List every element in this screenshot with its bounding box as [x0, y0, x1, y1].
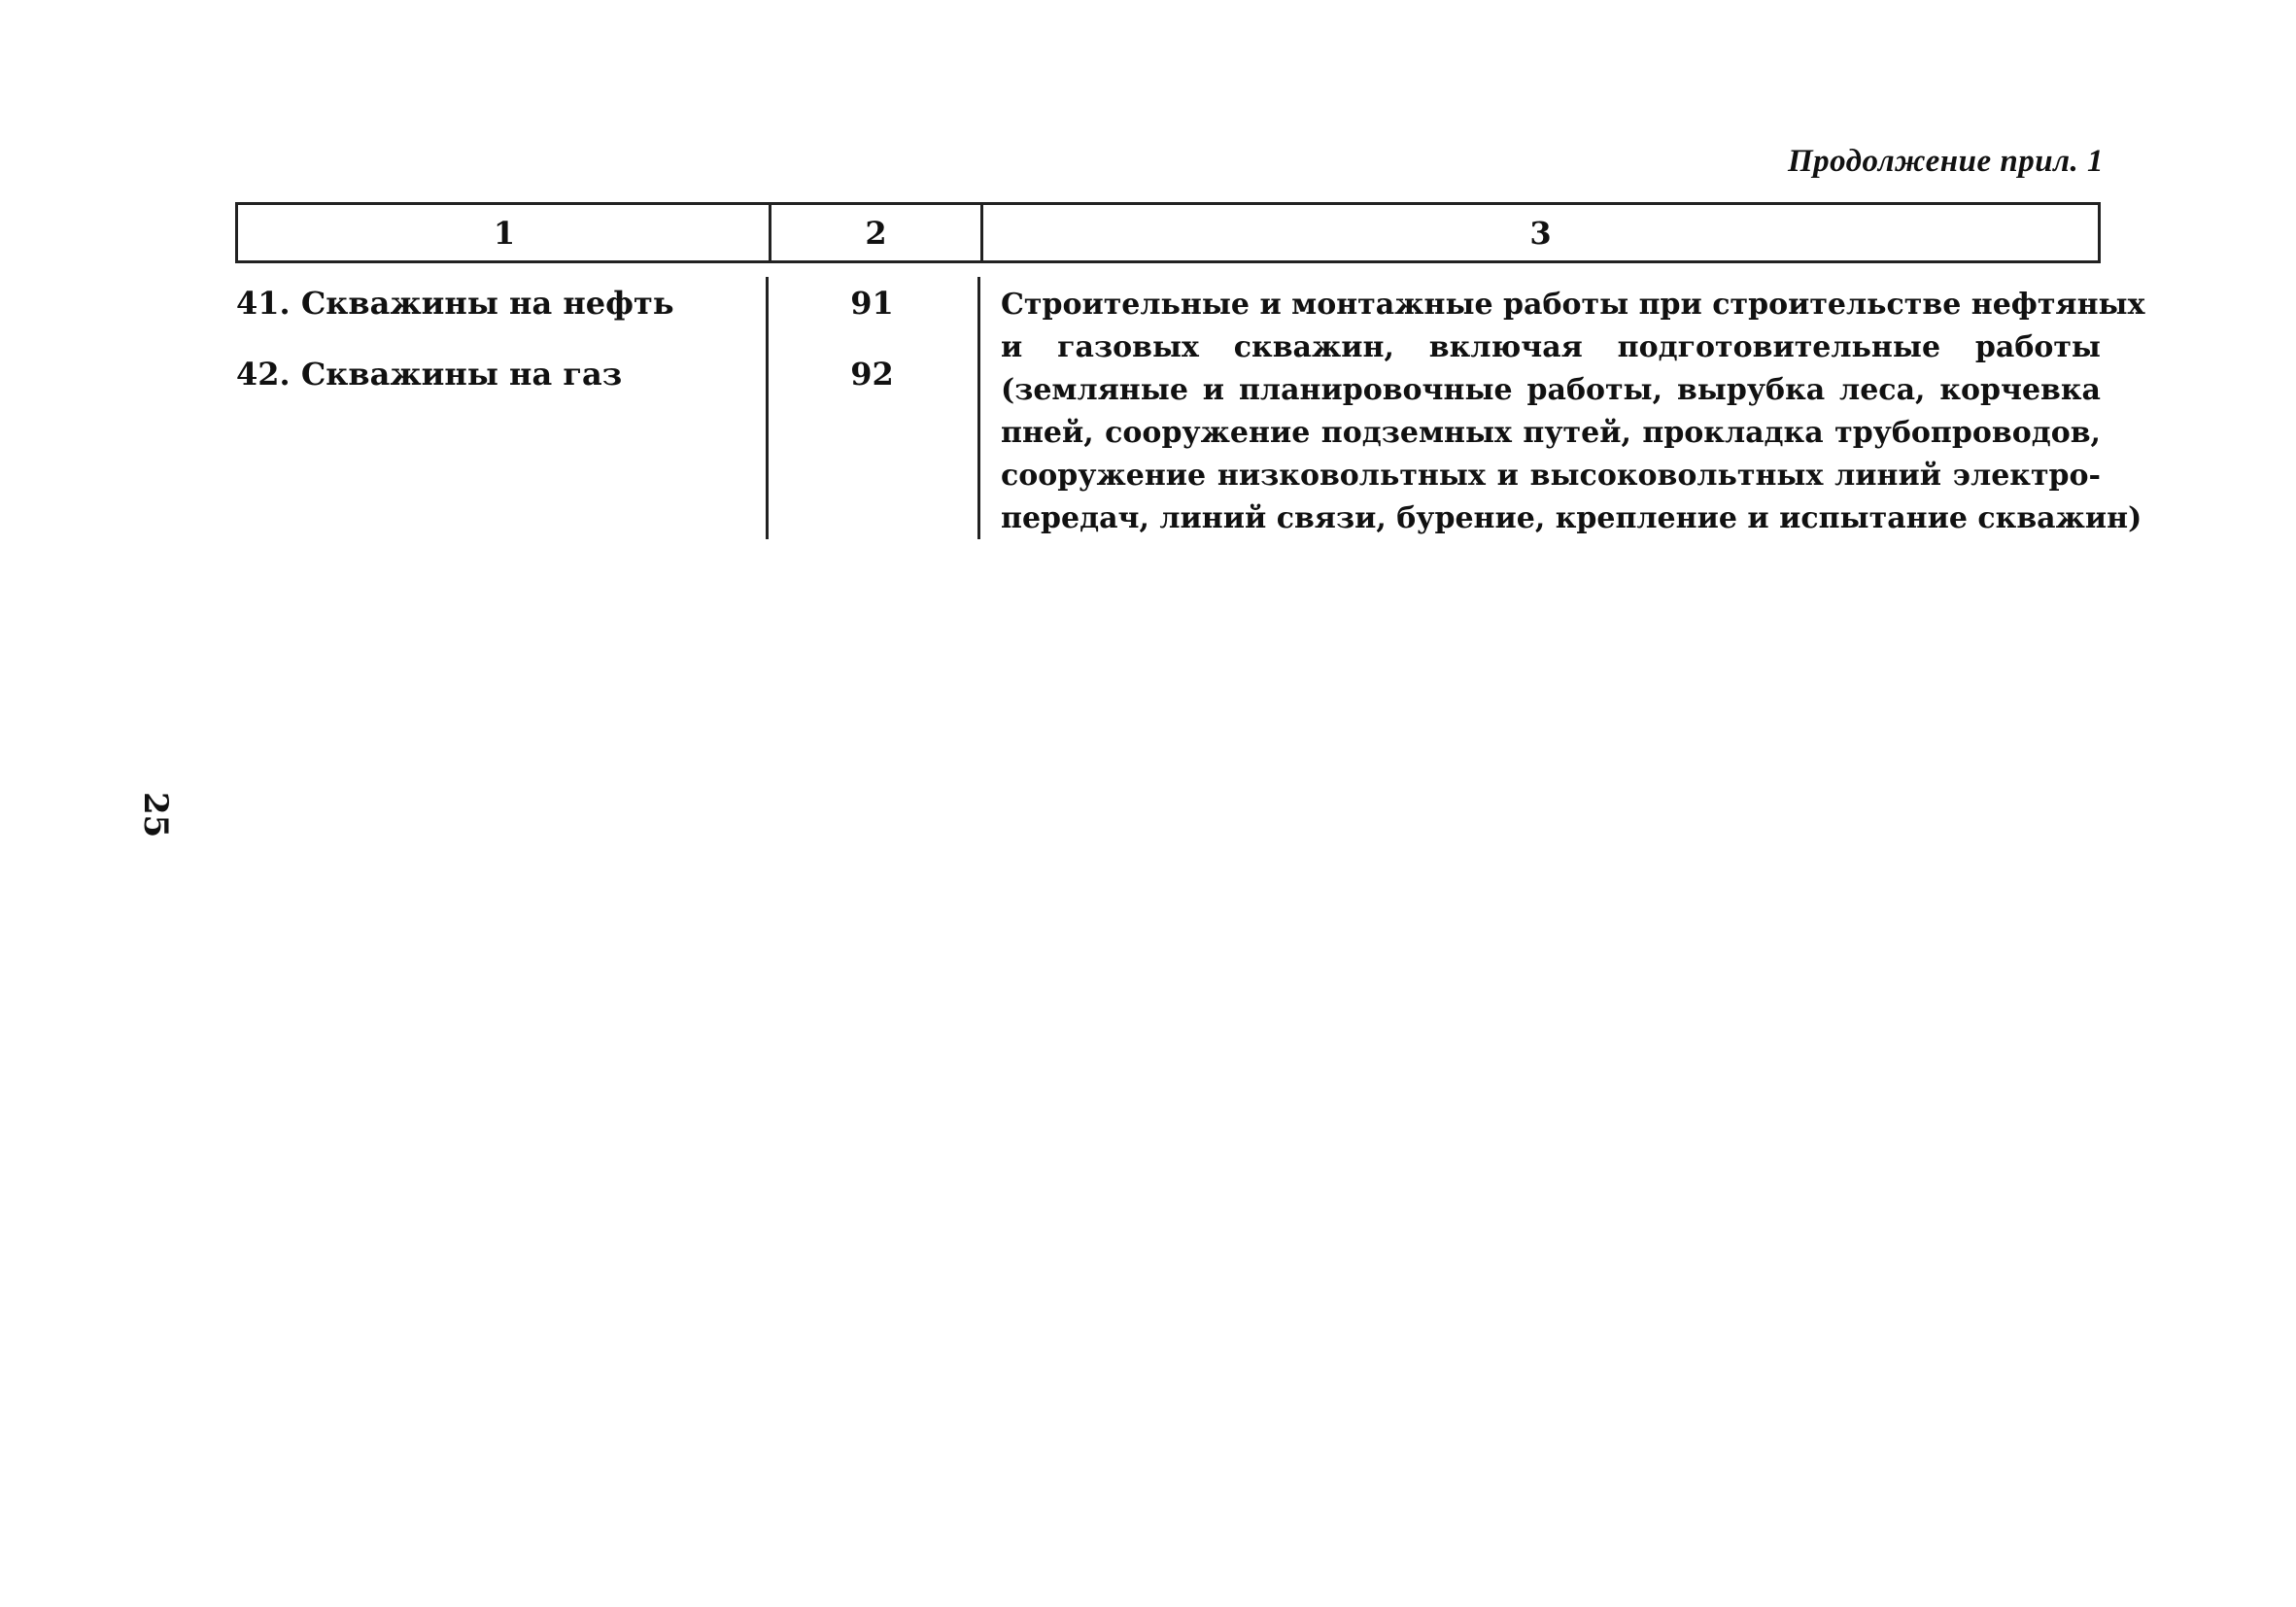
description-line: пней, сооружение подземных путей, прокладка трубопроводов,	[1001, 416, 2101, 450]
description-line: передач, линий связи, бурение, крепление и испытание скважин)	[1001, 501, 2142, 535]
row-name: 42. Скважины на газ	[236, 356, 623, 393]
description-line: (земляные и планировочные работы, вырубка леса, корчевка	[1001, 373, 2101, 407]
column-header-2: 2	[865, 214, 887, 252]
description-line: и газовых скважин, включая подготовительные работы	[1001, 330, 2101, 364]
row-description	[1001, 284, 2145, 540]
continuation-note: Продолжение прил. 1	[1787, 144, 2104, 179]
table-header-row	[235, 202, 2101, 263]
row-code: 91	[850, 285, 894, 322]
description-line: сооружение низковольтных и высоковольтных линий электро-	[1001, 459, 2101, 493]
column-header-1: 1	[493, 214, 516, 252]
page-number: 25	[136, 792, 175, 838]
column-header-3: 3	[1529, 214, 1552, 252]
row-name: 41. Скважины на нефть	[236, 285, 674, 322]
row-code: 92	[850, 356, 894, 393]
description-line: Строительные и монтажные работы при строительстве нефтяных	[1001, 288, 2145, 322]
column-rule	[977, 277, 980, 539]
